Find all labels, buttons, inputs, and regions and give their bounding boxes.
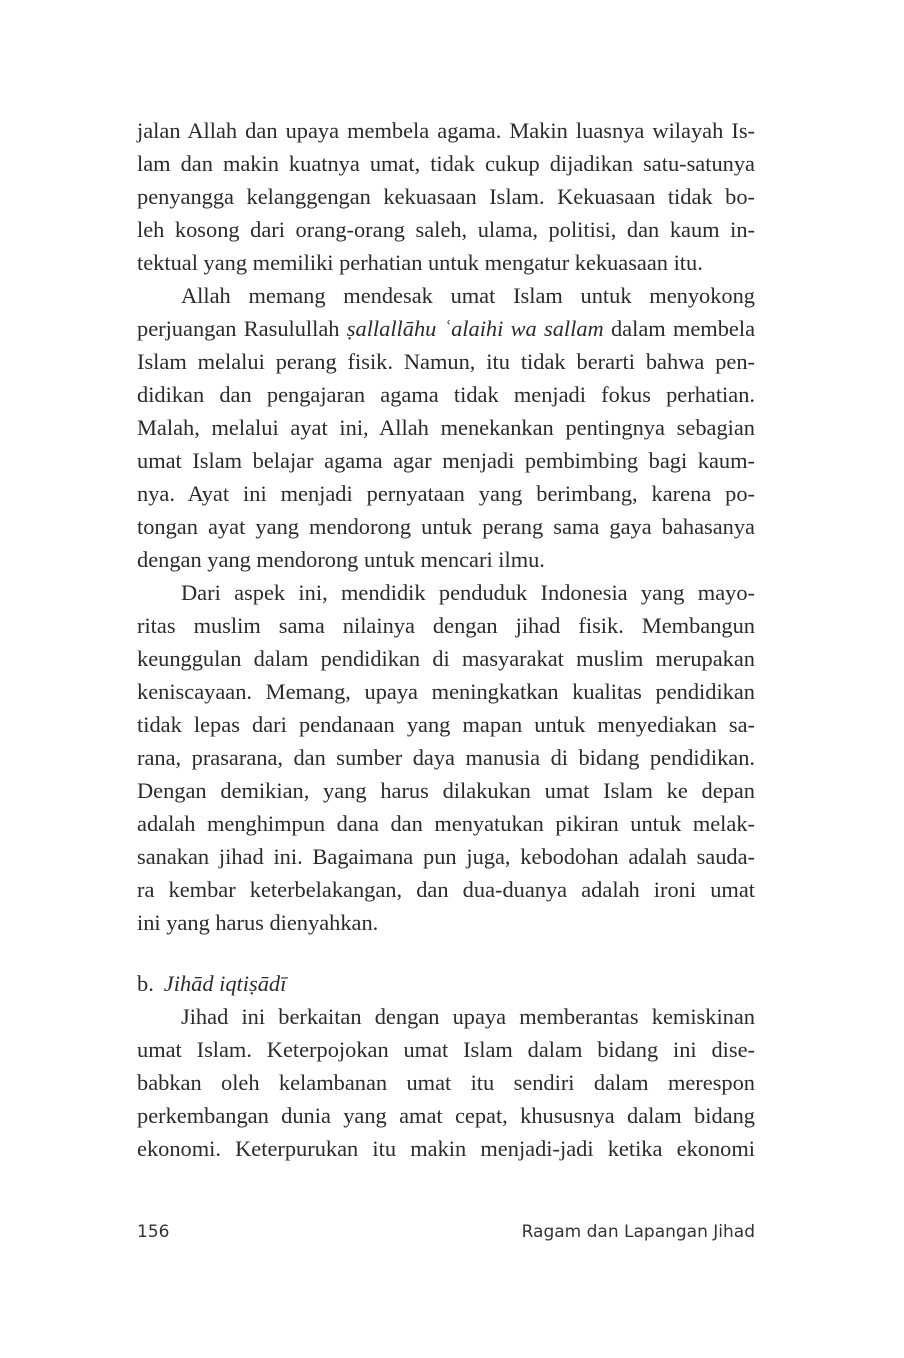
text-line: ritas muslim sama nilainya dengan jihad fisik. Membangun	[137, 613, 755, 638]
section-title: Jihād iqtiṣādī	[163, 971, 287, 996]
text-line: tektual yang memiliki perhatian untuk mengatur kekuasaan itu.	[137, 250, 703, 275]
text-line: leh kosong dari orang-orang saleh, ulama, politisi, dan kaum in-	[137, 217, 755, 242]
text-line: tidak lepas dari pendanaan yang mapan untuk menyediakan sa-	[137, 712, 755, 737]
text-line: ekonomi. Keterpurukan itu makin menjadi-jadi ketika ekonomi	[137, 1136, 755, 1161]
text-line: tongan ayat yang mendorong untuk perang sama gaya bahasanya	[137, 514, 755, 539]
text-line: umat Islam belajar agama agar menjadi pembimbing bagi kaum-	[137, 448, 755, 473]
text-line: Allah memang mendesak umat Islam untuk menyokong	[181, 283, 755, 308]
text-line: ra kembar keterbelakangan, dan dua-duanya adalah ironi umat	[137, 877, 755, 902]
text-line: nya. Ayat ini menjadi pernyataan yang berimbang, karena po-	[137, 481, 755, 506]
text-line: dengan yang mendorong untuk mencari ilmu.	[137, 547, 545, 572]
paragraph	[137, 1000, 755, 1165]
body-text	[137, 114, 755, 1165]
text-segment: dalam membela	[603, 316, 756, 341]
text-line: penyangga kelanggengan kekuasaan Islam. Kekuasaan tidak bo-	[137, 184, 755, 209]
text-line: lam dan makin kuatnya umat, tidak cukup dijadikan satu-satunya	[137, 151, 755, 176]
text-line: keniscayaan. Memang, upaya meningkatkan kualitas pendidikan	[137, 679, 755, 704]
text-line: Jihad ini berkaitan dengan upaya memberantas kemiskinan	[181, 1004, 755, 1029]
text-line: perkembangan dunia yang amat cepat, khususnya dalam bidang	[137, 1103, 755, 1128]
text-line: didikan dan pengajaran agama tidak menjadi fokus perhatian.	[137, 382, 755, 407]
section-heading	[137, 967, 755, 1000]
text-line: keunggulan dalam pendidikan di masyarakat muslim merupakan	[137, 646, 755, 671]
honorific-italic: ṣallallāhu ʿalaihi wa sallam	[346, 316, 604, 341]
text-line: umat Islam. Keterpojokan umat Islam dalam bidang ini dise-	[137, 1037, 755, 1062]
text-line: rana, prasarana, dan sumber daya manusia di bidang pendidikan.	[137, 745, 755, 770]
paragraph	[137, 576, 755, 939]
text-line	[137, 312, 755, 345]
paragraph	[137, 279, 755, 576]
text-line: sanakan jihad ini. Bagaimana pun juga, kebodohan adalah sauda-	[137, 844, 755, 869]
text-line: adalah menghimpun dana dan menyatukan pikiran untuk melak-	[137, 811, 755, 836]
paragraph	[137, 114, 755, 279]
text-line: Dari aspek ini, mendidik penduduk Indonesia yang mayo-	[181, 580, 755, 605]
text-line: Islam melalui perang fisik. Namun, itu tidak berarti bahwa pen-	[137, 349, 755, 374]
running-title: Ragam dan Lapangan Jihad	[521, 1222, 755, 1242]
text-line: jalan Allah dan upaya membela agama. Makin luasnya wilayah Is-	[137, 118, 755, 143]
text-line: Dengan demikian, yang harus dilakukan umat Islam ke depan	[137, 778, 755, 803]
section-gap	[137, 939, 755, 967]
text-line: babkan oleh kelambanan umat itu sendiri dalam merespon	[137, 1070, 755, 1095]
page-number: 156	[137, 1222, 170, 1242]
section-label: b.	[137, 971, 154, 996]
text-segment: perjuangan Rasulullah	[137, 316, 347, 341]
text-line: Malah, melalui ayat ini, Allah menekankan pentingnya sebagian	[137, 415, 755, 440]
text-line: ini yang harus dienyahkan.	[137, 910, 379, 935]
